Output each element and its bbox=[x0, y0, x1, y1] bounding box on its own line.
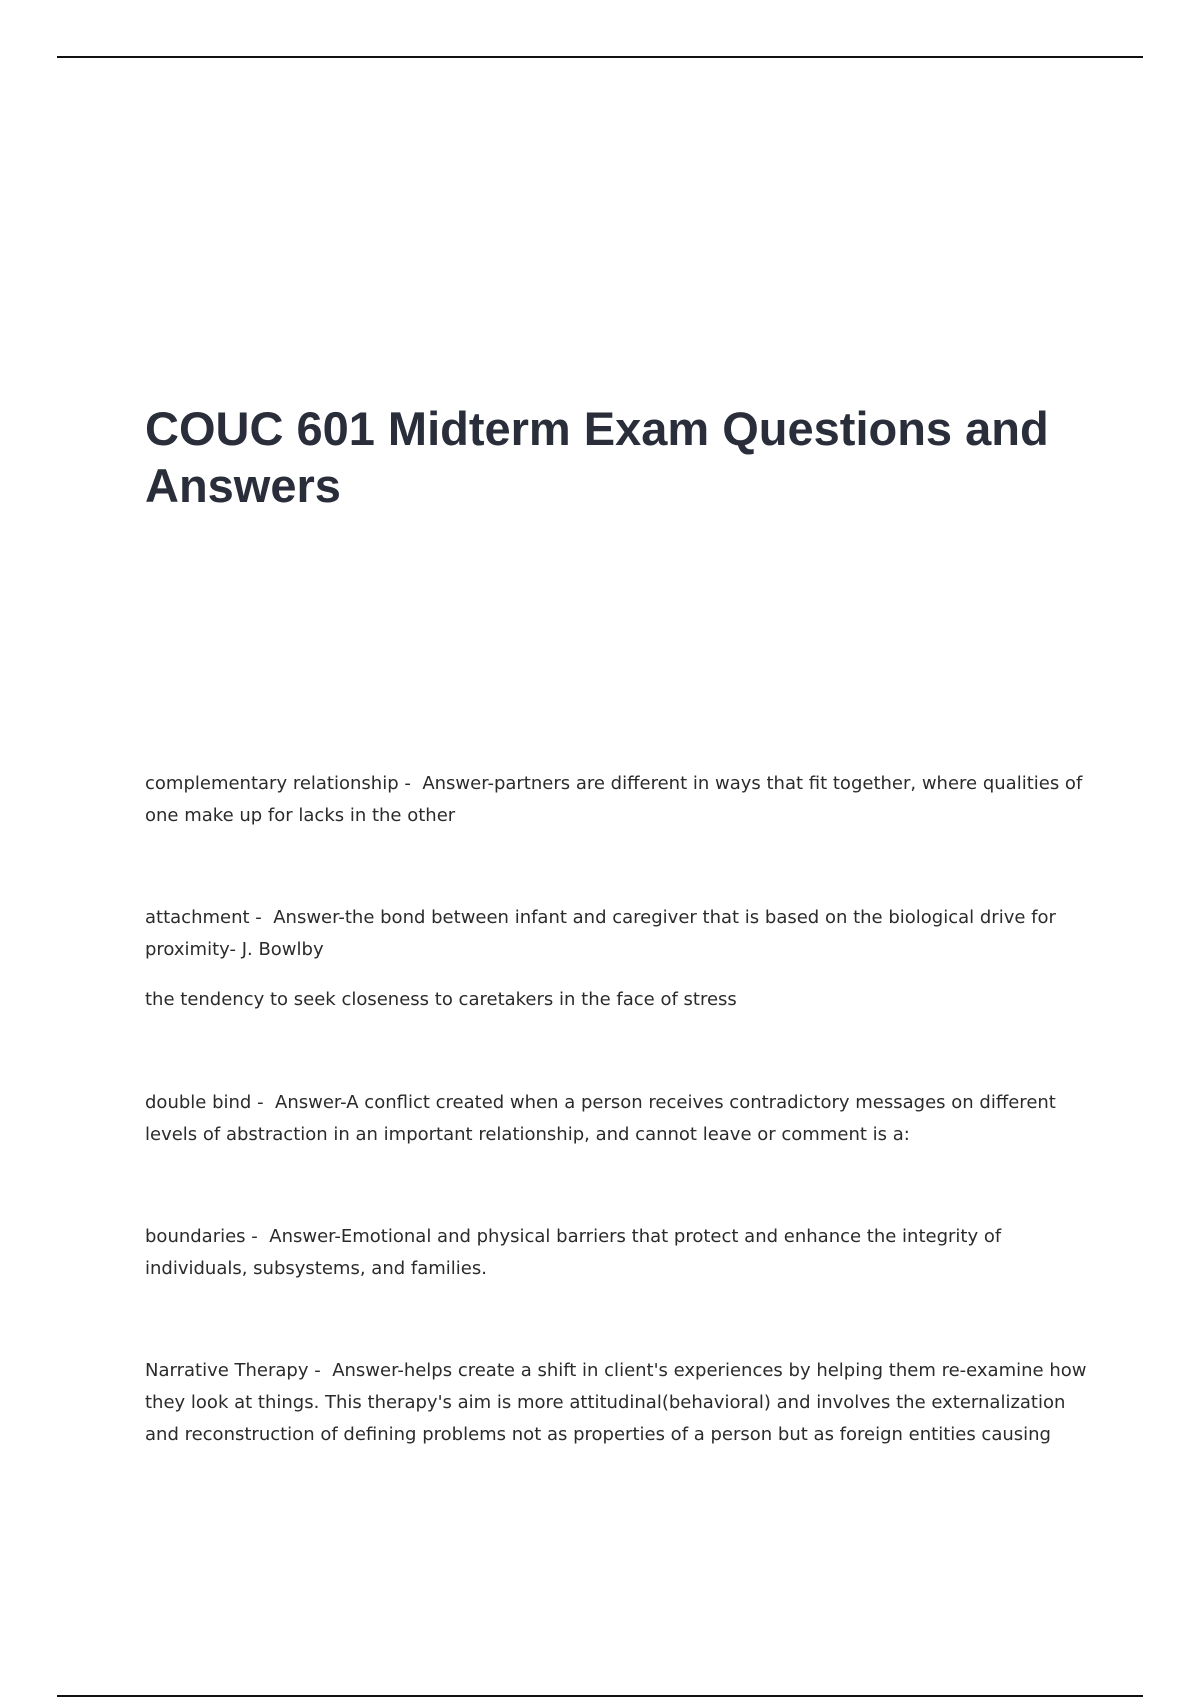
qa-entry-attachment bbox=[145, 902, 1090, 966]
qa-entry-complementary-relationship bbox=[145, 768, 1090, 832]
qa-separator: - bbox=[398, 773, 423, 794]
qa-answer: Answer-the bond between infant and caregiver that is based on the biological drive for proximity- J. Bowlby bbox=[145, 907, 1056, 960]
qa-separator: - bbox=[249, 907, 274, 928]
header-rule bbox=[57, 56, 1143, 58]
footer-rule bbox=[57, 1695, 1143, 1697]
page-title: COUC 601 Midterm Exam Questions and Answers bbox=[145, 402, 1049, 512]
qa-answer: Answer-helps create a shift in client's experiences by helping them re-examine how they look at things. This therapy's aim is more attitudinal(behavioral) and involves the externalization and reconstruction of defining problems not as properties of a person but as foreign entities causing bbox=[145, 1360, 1087, 1445]
qa-answer-continuation: the tendency to seek closeness to caretakers in the face of stress bbox=[145, 989, 737, 1010]
qa-entry-boundaries bbox=[145, 1221, 1090, 1285]
qa-term: attachment bbox=[145, 907, 250, 928]
qa-term: double bind bbox=[145, 1092, 252, 1113]
qa-answer: Answer-Emotional and physical barriers that protect and enhance the integrity of individuals, subsystems, and families. bbox=[145, 1226, 1002, 1279]
qa-separator: - bbox=[245, 1226, 270, 1247]
qa-entry-narrative-therapy bbox=[145, 1355, 1090, 1451]
qa-term: boundaries bbox=[145, 1226, 246, 1247]
qa-term: Narrative Therapy bbox=[145, 1360, 309, 1381]
qa-answer: Answer-A conflict created when a person receives contradictory messages on different levels of abstraction in an important relationship, and cannot leave or comment is a: bbox=[145, 1092, 1056, 1145]
qa-answer: Answer-partners are different in ways that fit together, where qualities of one make up for lacks in the other bbox=[145, 773, 1083, 826]
qa-separator: - bbox=[308, 1360, 333, 1381]
qa-separator: - bbox=[251, 1092, 276, 1113]
qa-term: complementary relationship bbox=[145, 773, 399, 794]
qa-entry-double-bind bbox=[145, 1087, 1090, 1151]
